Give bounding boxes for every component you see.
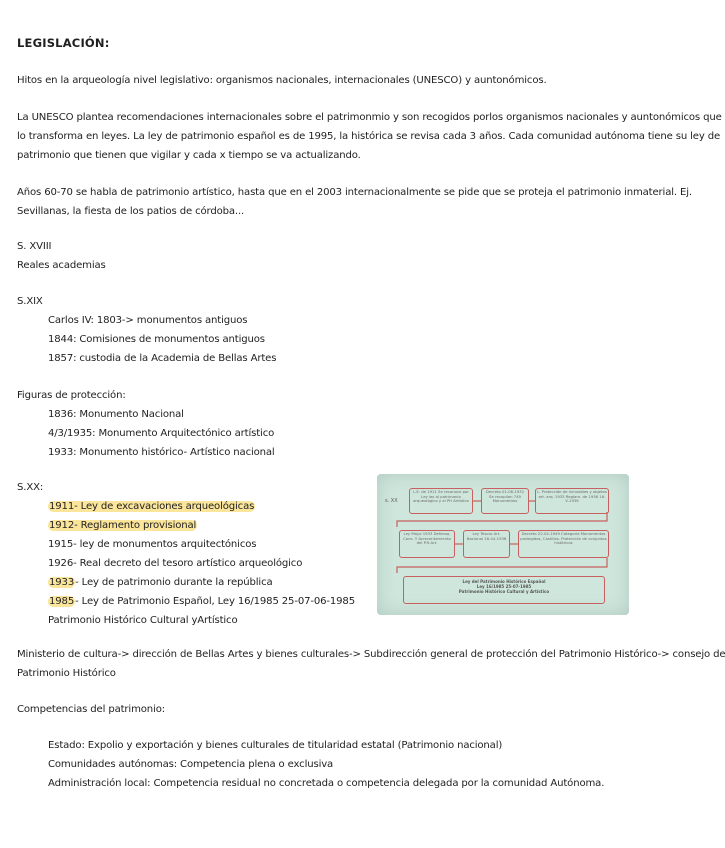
item-year: 1911 [49, 501, 75, 512]
paragraph-line: Patrimonio Histórico [17, 668, 116, 679]
list-item: Patrimonio Histórico Cultural yArtístico [48, 615, 238, 626]
section-heading: Figuras de protección: [17, 390, 126, 401]
main-box-line: Patrimonio Histórico Cultural y Artístico [458, 589, 550, 594]
highlight [48, 501, 255, 512]
list-item [17, 592, 355, 611]
section-s18 [17, 237, 106, 275]
item-text: - Reglamento provisional [74, 520, 197, 531]
item-text: - Real decreto del tesoro artístico arqueológico [73, 558, 303, 569]
main-box-line: Ley 16/1985 25-07-1985 [476, 584, 532, 589]
item-year: 1915 [48, 539, 74, 550]
list-item: 1844: Comisiones de monumentos antiguos [48, 334, 265, 345]
list-item [17, 535, 355, 554]
section-text: Reales academias [17, 260, 106, 271]
list-item [17, 554, 355, 573]
section-competencias [17, 700, 165, 719]
item-text: - ley de monumentos arquitectónicos [73, 539, 257, 550]
item-text: - Ley de patrimonio durante la república [75, 577, 273, 588]
diagram-box: Ley Tesoro Art. Nacional 16-04-1936 [463, 530, 510, 558]
section-heading: Competencias del patrimonio: [17, 704, 165, 715]
item-year: 1985 [49, 596, 75, 607]
diagram-box: L.E. de 1911 Se reconoce por Ley las al patrimonio arqueológico y al PH Artístico [409, 488, 473, 514]
ministerio-paragraph [17, 645, 725, 683]
paragraph-line: Años 60-70 se habla de patrimonio artístico, hasta que en el 2003 internacionalmente se pide que se proteja el patrimonio inmaterial. Ej. [17, 187, 692, 198]
paragraph-line: Sevillanas, la fiesta de los patios de córdoba... [17, 206, 245, 217]
list-item [17, 516, 355, 535]
section-s20 [17, 478, 355, 630]
list-item: Administración local: Competencia residual no concretada o competencia delegada por la comunidad Autónoma. [48, 778, 605, 789]
section-heading: S.XIX [17, 296, 43, 307]
section-s19 [17, 292, 276, 368]
item-text: - Ley de excavaciones arqueológicas [74, 501, 255, 512]
diagram-box: L. Protección de inmuebles y objetos art. arq. 1933 Reglam. de 1936 16-V-1936 [535, 488, 609, 514]
item-year: 1926 [48, 558, 74, 569]
section-figuras [17, 386, 275, 462]
list-item: 1933: Monumento histórico- Artístico nacional [48, 447, 275, 458]
highlight [48, 577, 75, 588]
diagram-box: Decreto 22-04-1949 Categoría Monumentos protegidos, Castillos. Protección de conjuntos históricos [518, 530, 609, 558]
paragraph-line: La UNESCO plantea recomendaciones internacionales sobre el patrimonmio y son recogidos porlos organismos nacionales y auntonómicos que [17, 112, 722, 123]
diagram-box: Decreto 01-06-1931 Se recopilan 749 Monumentos [481, 488, 529, 514]
competencias-list [17, 736, 604, 793]
paragraph-line: Ministerio de cultura-> dirección de Bellas Artes y bienes culturales-> Subdirección general de protección del Patrimonio Histórico-> consejo de [17, 649, 725, 660]
diagram-photo [377, 474, 629, 615]
list-item: Comunidades autónomas: Competencia plena o exclusiva [48, 759, 334, 770]
list-item: 1857: custodia de la Academia de Bellas Artes [48, 353, 277, 364]
item-year: 1933 [49, 577, 75, 588]
diagram-label: s. XX [385, 498, 398, 504]
list-item: Carlos IV: 1803-> monumentos antiguos [48, 315, 248, 326]
list-item [17, 573, 355, 592]
diagram-box-main [403, 576, 605, 604]
page-title: LEGISLACIÓN: [17, 36, 110, 50]
item-text: - Ley de Patrimonio Español, Ley 16/1985 25-07-06-1985 [75, 596, 355, 607]
s20-list [17, 497, 355, 611]
paragraph-line: patrimonio que tienen que vigilar y cada x tiempo se va actualizando. [17, 150, 361, 161]
section-heading: S.XX: [17, 482, 44, 493]
highlight [48, 520, 197, 531]
main-box-line: Ley del Patrimonio Histórico Español [462, 579, 546, 584]
list-item: 1836: Monumento Nacional [48, 409, 184, 420]
highlight [48, 596, 75, 607]
list-item: Estado: Expolio y exportación y bienes culturales de titularidad estatal (Patrimonio nacional) [48, 740, 503, 751]
diagram-box: Ley Mayo 1933 Defensa, Cons. Y Acrecentamiento del P.H.Art. [399, 530, 455, 558]
item-year: 1912 [49, 520, 75, 531]
unesco-paragraph [17, 108, 722, 165]
section-heading: S. XVIII [17, 241, 52, 252]
list-item: 4/3/1935: Monumento Arquitectónico artístico [48, 428, 275, 439]
list-item [17, 497, 355, 516]
paragraph-line: lo transforma en leyes. La ley de patrimonio español es de 1995, la histórica se revisa cada 3 años. Cada comunidad autónoma tiene su ley de [17, 131, 721, 142]
years-paragraph [17, 183, 692, 221]
intro-text: Hitos en la arqueología nivel legislativo: organismos nacionales, internacionales (UNESCO) y auntonómicos. [17, 75, 547, 86]
